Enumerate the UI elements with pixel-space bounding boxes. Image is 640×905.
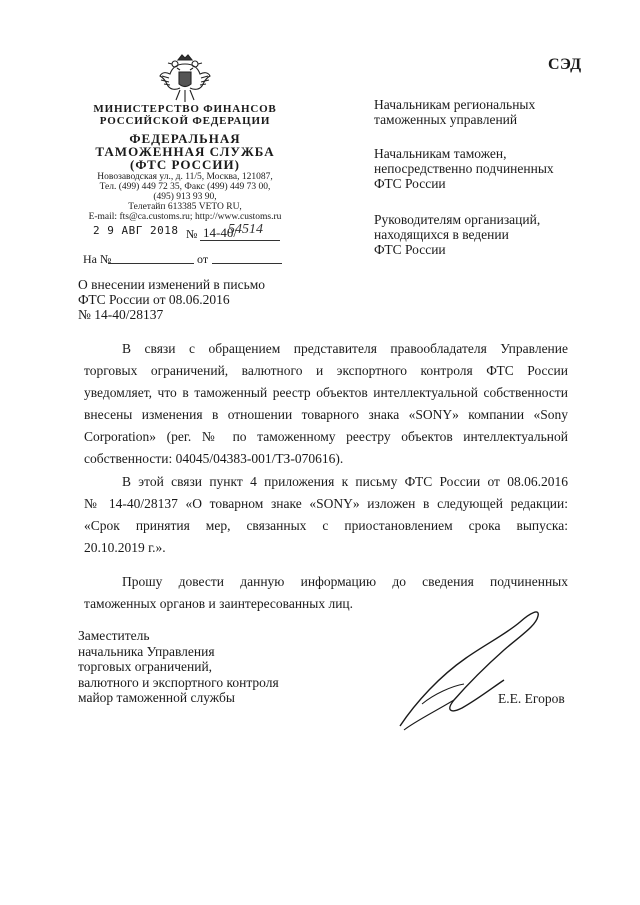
recipient-line: ФТС России: [374, 176, 446, 191]
recipient-line: Руководителям организаций,: [374, 212, 541, 227]
recipient-block: [374, 212, 540, 257]
agency-line: (ФТС РОССИИ): [130, 157, 240, 172]
registration-number: 14-40/: [203, 225, 237, 240]
position-line: торговых ограничений,: [78, 659, 213, 674]
position-line: майор таможенной службы: [78, 690, 235, 705]
agency-address: [62, 172, 308, 222]
subject-line: О внесении изменений в письмо: [78, 277, 266, 292]
reference-date-blank: [212, 263, 282, 264]
body-line: Прошу довести данную информацию до сведения подчиненных: [122, 574, 568, 589]
registration-number-prefix: №: [186, 227, 198, 241]
position-line: валютного и экспортного контроля: [78, 674, 279, 690]
reference-number-blank: [108, 263, 194, 264]
position-line: Заместитель: [78, 628, 150, 643]
recipient-block: [374, 97, 535, 127]
agency-name: [62, 132, 308, 171]
ministry-name: [62, 103, 308, 127]
body-paragraph: [84, 471, 568, 559]
agency-line: ФЕДЕРАЛЬНАЯ: [129, 131, 241, 146]
recipient-line: таможенных управлений: [374, 112, 518, 127]
signer-name: Е.Е. Егоров: [498, 691, 565, 706]
body-line: собственности: 04045/04383-001/ТЗ-070616).: [84, 451, 344, 466]
body-line: «Срок принятия мер, связанных с приостановлением срока выпуска:: [84, 518, 568, 533]
reference-date-label: от: [197, 252, 209, 266]
recipient-line: Начальникам региональных: [374, 97, 536, 112]
ministry-line: МИНИСТЕРСТВО ФИНАНСОВ: [93, 103, 277, 115]
address-line: Телетайп 613385 VETO RU,: [128, 202, 242, 212]
registration-date: 2 9 АВГ 2018: [93, 224, 179, 237]
agency-line: ТАМОЖЕННАЯ СЛУЖБА: [95, 144, 275, 159]
body-line: уведомляет, что в таможенный реестр объектов интеллектуальной собственности: [84, 385, 568, 400]
address-line: Тел. (499) 449 72 35, Факс (499) 449 73 00,: [99, 182, 271, 192]
body-line: 20.10.2019 г.».: [84, 540, 166, 555]
body-line: В связи с обращением представителя правообладателя Управление: [122, 341, 568, 356]
body-line: торговых ограничений, валютного и экспортного контроля ФТС России: [84, 363, 568, 378]
number-underline: [200, 240, 280, 241]
body-line: В этой связи пункт 4 приложения к письму ФТС России от 08.06.2016: [122, 474, 568, 489]
document-type-label: СЭД: [548, 56, 582, 73]
handwritten-signature-icon: [394, 604, 544, 734]
recipient-line: Начальникам таможен,: [374, 146, 507, 161]
position-line: начальника Управления: [78, 643, 215, 659]
subject-line: ФТС России от 08.06.2016: [78, 292, 230, 307]
recipient-block: [374, 146, 554, 191]
signatory-position: [78, 628, 279, 706]
double-headed-eagle-emblem-icon: [158, 52, 212, 104]
recipient-line: непосредственно подчиненных: [374, 161, 554, 176]
registration-number-handwritten: 54514: [228, 222, 263, 237]
ministry-line: РОССИЙСКОЙ ФЕДЕРАЦИИ: [99, 115, 271, 127]
body-paragraph: [84, 338, 568, 470]
body-line: внесены изменения в отношении товарного знака «SONY» компании «Sony: [84, 407, 568, 422]
letter-subject: [78, 277, 265, 322]
body-line: таможенных органов и заинтересованных лиц.: [84, 596, 354, 611]
address-line: Новозаводская ул., д. 11/5, Москва, 121087,: [97, 172, 273, 182]
body-line: Corporation» (рег. № по таможенному реестру объектов интеллектуальной: [84, 429, 568, 444]
address-line: E-mail: fts@ca.customs.ru; http://www.customs.ru: [88, 212, 282, 222]
recipient-line: находящихся в ведении: [374, 227, 509, 242]
subject-line: № 14-40/28137: [78, 307, 164, 322]
reference-number-label: На №: [83, 252, 112, 266]
body-line: № 14-40/28137 «О товарном знаке «SONY» изложен в следующей редакции:: [84, 496, 568, 511]
address-line: (495) 913 93 90,: [153, 192, 217, 202]
recipient-line: ФТС России: [374, 242, 446, 257]
